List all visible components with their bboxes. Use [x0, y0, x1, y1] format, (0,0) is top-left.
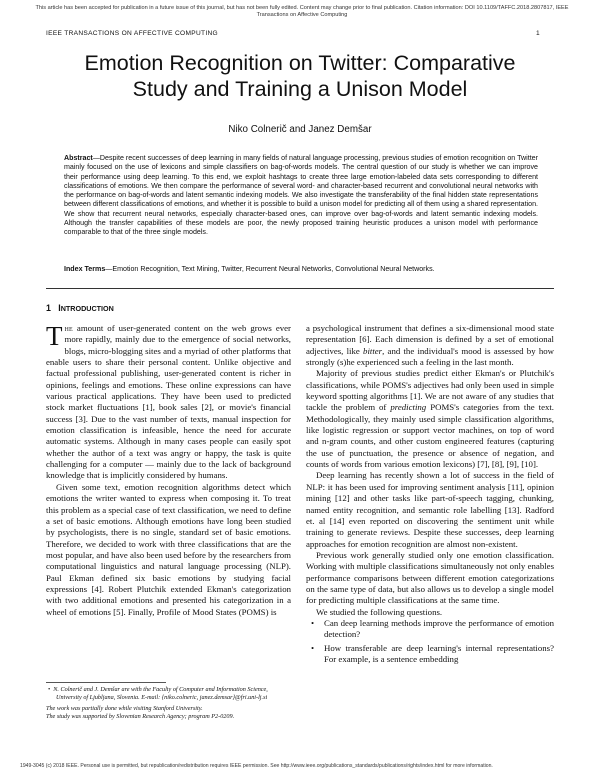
section-number: 1 [46, 303, 51, 313]
left-column [46, 323, 291, 618]
index-terms [64, 265, 538, 273]
bullet-marker: • [311, 642, 315, 653]
intro-paragraph-1-text: amount of user-generated content on the web grows ever more rapidly, mainly due to the emergence of social networks, blogs, micro-blogging sites and a myriad of other platforms that enable users to share their personal content. Unlike objective and factual professional publishing, user-generated content is richer in opinions, feelings and emotions. These online expressions can have various practical applications. They have been used to predicted stock market fluctuations [1], book sales [2], or movie's financial success [3]. Due to the vast number of texts, manual inspection for emotion classification is infeasible, hence the need for accurate automatic systems. Although in many cases people can easily spot whether the author of a text was angry or happy, the task is quite challenging for a computer — mainly due to the lack of background knowledge that is implicitly considered by humans. [46, 323, 291, 481]
intro-paragraph-1 [46, 323, 291, 482]
author-line: Niko Colnerič and Janez Demšar [228, 124, 372, 135]
index-terms-text: —Emotion Recognition, Text Mining, Twitter, Recurrent Neural Networks, Convolutional Neural Networks. [105, 265, 435, 273]
lead-in: he [64, 323, 73, 333]
question-1: Can deep learning methods improve the performance of emotion detection? [324, 617, 554, 640]
paper-title [40, 50, 560, 102]
research-questions [306, 618, 554, 665]
abstract-divider [46, 288, 554, 289]
copyright-footer: 1949-3045 (c) 2018 IEEE. Personal use is permitted, but republication/redistribution requires IEEE permission. See http://www.ieee.org/publications_standards/publications/rights/index.html for more information. [20, 763, 493, 769]
right-paragraph-2 [306, 368, 554, 470]
abstract [64, 154, 538, 238]
drop-cap: T [46, 321, 63, 351]
footnote-funding: The study was supported by Slovenian Research Agency; program P2-0209. [46, 713, 235, 720]
right-paragraph-5: We studied the following questions. [316, 606, 443, 617]
bullet-marker: • [311, 617, 315, 628]
abstract-label: Abstract [64, 154, 93, 162]
right-paragraph-3: Deep learning has recently shown a lot of success in the field of NLP: it has been used for improving sentiment analysis [11], opinion mining [12] and other tasks like part-of-speech tagging, chunking, named entity recognition, and semantic role labelling [13]. Radford et. al [14] even reported on discovering the sentiment unit while training to generate reviews. Despite these successes, deep learning approaches for emotion recognition are almost non-existent. [306, 470, 554, 549]
right-paragraph-1 [306, 323, 554, 368]
section-title-rest: NTRODUCTION [60, 304, 114, 313]
section-title-initial: I [58, 303, 61, 313]
section-heading [46, 303, 114, 313]
right-paragraph-1-italic: bitter [363, 345, 383, 356]
list-item [306, 618, 554, 641]
intro-paragraph-2: Given some text, emotion recognition algorithms detect which emotions the writer wanted to express when composing it. To treat this problem as a special case of text classification, we need to define a set of basic emotions. Although emotions have long been studied by psychologists, there is no single, standard set of basic emotions. Therefore, we decided to work with three classifications that are the most popular, and have also been used before by the researchers from computational linguistics and natural language processing (NLP). Paul Ekman defined six basic emotions by studying facial expressions [4]. Robert Plutchik extended Ekman's categorization with two additional emotions and presented his categorization in a wheel of emotions [5]. Finally, Profile of Mood States (POMS) is [46, 481, 291, 617]
journal-header: IEEE TRANSACTIONS ON AFFECTIVE COMPUTING [46, 30, 218, 37]
page-number: 1 [536, 30, 540, 37]
question-2: How transferable are deep learning's internal representations? For example, is a sentence embedding [324, 642, 554, 664]
footnote-divider [46, 682, 166, 683]
right-paragraph-2-a: Majority of previous studies predict either Ekman's or Plutchik's classifications, while POMS's adjectives had only been used in simple keyword spotting algorithms [1]. We are not aware of any studies that tackle the problem of [306, 368, 554, 413]
right-paragraph-1-b: , and the individual's mood is assessed by how strongly (s)he experienced such a feeling in the last month. [306, 345, 554, 368]
right-paragraph-2-b: POMS's categories from the text. Methodologically, they mainly used simple classification algorithms, like logistic regression or support vector machines, on top of word and n-gram counts, and other custom engineered features (capturing the use of punctuation, the presence or absence of negation, and counts of words from various emotion lexicons) [7], [8], [9], [10]. [306, 402, 555, 470]
footnote-visit: The work was partially done while visiting Stanford University. [46, 705, 203, 712]
right-paragraph-2-italic: predicting [390, 402, 427, 413]
publication-notice: This article has been accepted for publication in a future issue of this journal, but has not been fully edited. Content may change prior to final publication. Citation information: DOI 10.1109/TAFFC.2018.2807817, IEEE Transactions on Affective Computing [35, 5, 569, 18]
right-column [306, 323, 554, 667]
title-line-2: Study and Training a Unison Model [132, 77, 468, 101]
right-paragraph-1-a: a psychological instrument that defines a six-dimensional mood state representation [6]. Each dimension is defined by a set of emotional adjectives, like [306, 323, 554, 356]
footnote-bullet: • [48, 686, 51, 693]
right-paragraph-4: Previous work generally studied only one emotion classification. Working with multiple classifications simultaneously not only enables performance comparisons between different emotion categorizations on the same type of data, but also allows us to develop a single model for predicting multiple classifications at the same time. [306, 549, 554, 606]
title-line-1: Emotion Recognition on Twitter: Comparative [84, 51, 516, 75]
index-terms-label: Index Terms [64, 265, 106, 273]
list-item [306, 643, 554, 666]
abstract-text: —Despite recent successes of deep learning in many fields of natural language processing, previous studies of emotion recognition on Twitter mainly focused on the use of lexicons and simple classifiers on bag-of-words models. The central question of our study is whether we can improve their performance using deep learning. To this end, we exploit hashtags to create three large emotion-labeled data sets corresponding to different classifications of emotions. We then compare the performance of several word- and character-based recurrent and convolutional neural networks with the performance on bag-of-words and latent semantic indexing models. We also investigate the transferability of the final hidden state representations between different classifications of emotions, and whether it is possible to build a unison model for predicting all of them using a shared representation. We show that recurrent neural networks, especially character-based ones, can improve over bag-of-words and latent semantic indexing models. Although the transfer capabilities of these models are poor, the newly proposed training heuristic produces a unison model with performance comparable to that of the three single models. [64, 154, 538, 237]
footnote-affiliation [46, 686, 291, 702]
footnotes [46, 686, 291, 721]
footnote-affiliation-text: N. Colnerič and J. Demšar are with the Faculty of Computer and Information Science, University of Ljubljana, Slovenia. E-mail: {niko.colneric, janez.demsar}@fri.uni-lj.si [53, 686, 268, 701]
